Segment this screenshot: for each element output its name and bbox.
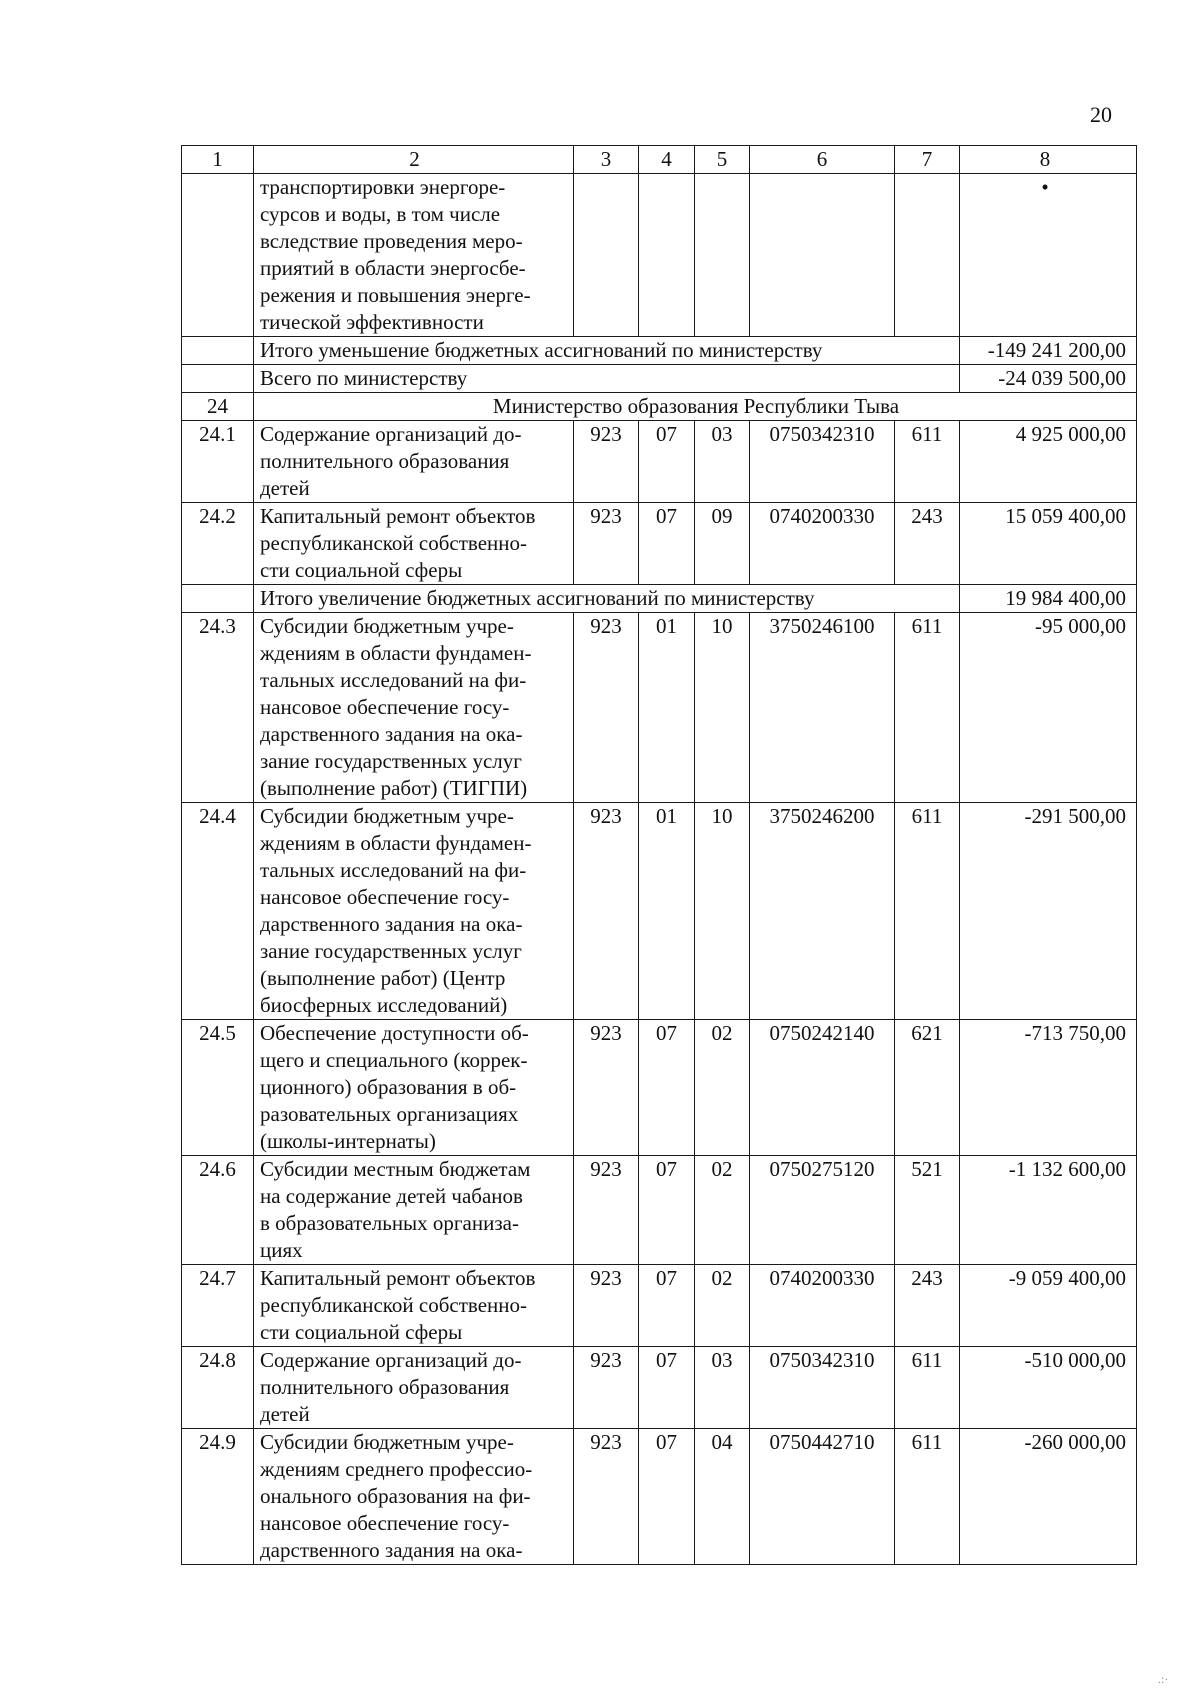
row-number: 24.2: [182, 503, 254, 585]
code-subsection: 02: [695, 1020, 750, 1156]
column-header-1: 1: [182, 146, 254, 174]
code-ministry: 923: [574, 803, 639, 1020]
code-expense-type: 521: [895, 1156, 960, 1265]
row-amount: -1 132 600,00: [960, 1156, 1137, 1265]
table-row: [182, 503, 1137, 585]
code-expense-type: 611: [895, 803, 960, 1020]
code-ministry: 923: [574, 1265, 639, 1347]
column-header-4: 4: [639, 146, 695, 174]
section-row: [182, 393, 1137, 421]
row-amount: -291 500,00: [960, 803, 1137, 1020]
code-expense-type: 611: [895, 1429, 960, 1565]
row-number: 24.1: [182, 421, 254, 503]
summary-label: Итого увеличение бюджетных ассигнований по министерству: [254, 585, 960, 613]
table-row: [182, 1429, 1137, 1565]
empty-cell: [695, 174, 750, 337]
empty-cell: [182, 174, 254, 337]
code-target: 0750275120: [750, 1156, 895, 1265]
code-subsection: 04: [695, 1429, 750, 1565]
code-section: 07: [639, 1156, 695, 1265]
row-number: 24.8: [182, 1347, 254, 1429]
code-section: 01: [639, 803, 695, 1020]
budget-table: [181, 145, 1137, 1565]
empty-cell: [182, 337, 254, 365]
row-amount: -510 000,00: [960, 1347, 1137, 1429]
summary-amount: -24 039 500,00: [960, 365, 1137, 393]
code-target: 3750246200: [750, 803, 895, 1020]
code-target: 0750242140: [750, 1020, 895, 1156]
table-row: [182, 1265, 1137, 1347]
code-expense-type: 611: [895, 421, 960, 503]
row-text: Капитальный ремонт объектов республиканской собственно- сти социальной сферы: [254, 1265, 574, 1347]
row-text: Содержание организаций до- полнительного образования детей: [254, 1347, 574, 1429]
summary-row-increase: [182, 585, 1137, 613]
section-number: 24: [182, 393, 254, 421]
summary-label: Итого уменьшение бюджетных ассигнований по министерству: [254, 337, 960, 365]
code-target: 0750342310: [750, 1347, 895, 1429]
row-number: 24.5: [182, 1020, 254, 1156]
code-ministry: 923: [574, 1429, 639, 1565]
column-header-7: 7: [895, 146, 960, 174]
row-text: Субсидии бюджетным учре- ждениям среднего профессио- онального образования на фи- нансовое обеспечение госу- дарственного задания на ока-: [254, 1429, 574, 1565]
column-header-3: 3: [574, 146, 639, 174]
column-header-5: 5: [695, 146, 750, 174]
section-title: Министерство образования Республики Тыва: [254, 393, 1137, 421]
row-amount: -713 750,00: [960, 1020, 1137, 1156]
row-text: Субсидии местным бюджетам на содержание детей чабанов в образовательных организа- циях: [254, 1156, 574, 1265]
row-amount: -95 000,00: [960, 613, 1137, 803]
row-number: 24.6: [182, 1156, 254, 1265]
code-target: 0750442710: [750, 1429, 895, 1565]
code-section: 07: [639, 503, 695, 585]
mark: •: [960, 174, 1137, 337]
row-amount: -260 000,00: [960, 1429, 1137, 1565]
column-header-8: 8: [960, 146, 1137, 174]
code-target: 0740200330: [750, 503, 895, 585]
row-number: 24.9: [182, 1429, 254, 1565]
row-number: 24.4: [182, 803, 254, 1020]
continuation-row: [182, 174, 1137, 337]
row-amount: 15 059 400,00: [960, 503, 1137, 585]
summary-label: Всего по министерству: [254, 365, 960, 393]
code-subsection: 09: [695, 503, 750, 585]
code-expense-type: 243: [895, 1265, 960, 1347]
row-text: Субсидии бюджетным учре- ждениям в области фундамен- тальных исследований на фи- нансовое обеспечение госу- дарственного задания на ока- зание государственных услуг (выполнение работ) (ТИГПИ): [254, 613, 574, 803]
table-row: [182, 1347, 1137, 1429]
code-target: 0740200330: [750, 1265, 895, 1347]
row-number: 24.3: [182, 613, 254, 803]
summary-row-decrease-prev: [182, 337, 1137, 365]
page-number: 20: [1090, 102, 1112, 127]
code-expense-type: 611: [895, 1347, 960, 1429]
scan-artifact: .:·: [1158, 1672, 1169, 1686]
code-target: 3750246100: [750, 613, 895, 803]
table-row: [182, 421, 1137, 503]
code-subsection: 02: [695, 1265, 750, 1347]
table-header-row: [182, 146, 1137, 174]
row-amount: 4 925 000,00: [960, 421, 1137, 503]
table-row: [182, 613, 1137, 803]
code-expense-type: 621: [895, 1020, 960, 1156]
code-expense-type: 611: [895, 613, 960, 803]
empty-cell: [895, 174, 960, 337]
summary-amount: 19 984 400,00: [960, 585, 1137, 613]
table-row: [182, 1156, 1137, 1265]
row-text: Субсидии бюджетным учре- ждениям в области фундамен- тальных исследований на фи- нансовое обеспечение госу- дарственного задания на ока- зание государственных услуг (выполнение работ) (Центр биосферных исследований): [254, 803, 574, 1020]
code-ministry: 923: [574, 503, 639, 585]
code-section: 07: [639, 1265, 695, 1347]
row-amount: -9 059 400,00: [960, 1265, 1137, 1347]
empty-cell: [182, 585, 254, 613]
code-ministry: 923: [574, 613, 639, 803]
code-subsection: 02: [695, 1156, 750, 1265]
code-section: 01: [639, 613, 695, 803]
empty-cell: [750, 174, 895, 337]
code-ministry: 923: [574, 1020, 639, 1156]
code-ministry: 923: [574, 1156, 639, 1265]
code-target: 0750342310: [750, 421, 895, 503]
code-section: 07: [639, 1347, 695, 1429]
table-row: [182, 1020, 1137, 1156]
summary-amount: -149 241 200,00: [960, 337, 1137, 365]
column-header-2: 2: [254, 146, 574, 174]
code-ministry: 923: [574, 421, 639, 503]
code-section: 07: [639, 421, 695, 503]
row-text: Содержание организаций до- полнительного образования детей: [254, 421, 574, 503]
code-subsection: 03: [695, 421, 750, 503]
code-section: 07: [639, 1429, 695, 1565]
code-subsection: 10: [695, 803, 750, 1020]
summary-row-total-prev: [182, 365, 1137, 393]
row-text: транспортировки энергоре- сурсов и воды, в том числе вследствие проведения меро- приятий в области энергосбе- режения и повышения энерге- тической эффективности: [254, 174, 574, 337]
row-text: Капитальный ремонт объектов республиканской собственно- сти социальной сферы: [254, 503, 574, 585]
code-ministry: 923: [574, 1347, 639, 1429]
empty-cell: [639, 174, 695, 337]
table-row: [182, 803, 1137, 1020]
empty-cell: [182, 365, 254, 393]
code-subsection: 03: [695, 1347, 750, 1429]
code-expense-type: 243: [895, 503, 960, 585]
code-subsection: 10: [695, 613, 750, 803]
empty-cell: [574, 174, 639, 337]
column-header-6: 6: [750, 146, 895, 174]
row-text: Обеспечение доступности об- щего и специального (коррек- ционного) образования в об- разовательных организациях (школы-интернаты): [254, 1020, 574, 1156]
code-section: 07: [639, 1020, 695, 1156]
row-number: 24.7: [182, 1265, 254, 1347]
